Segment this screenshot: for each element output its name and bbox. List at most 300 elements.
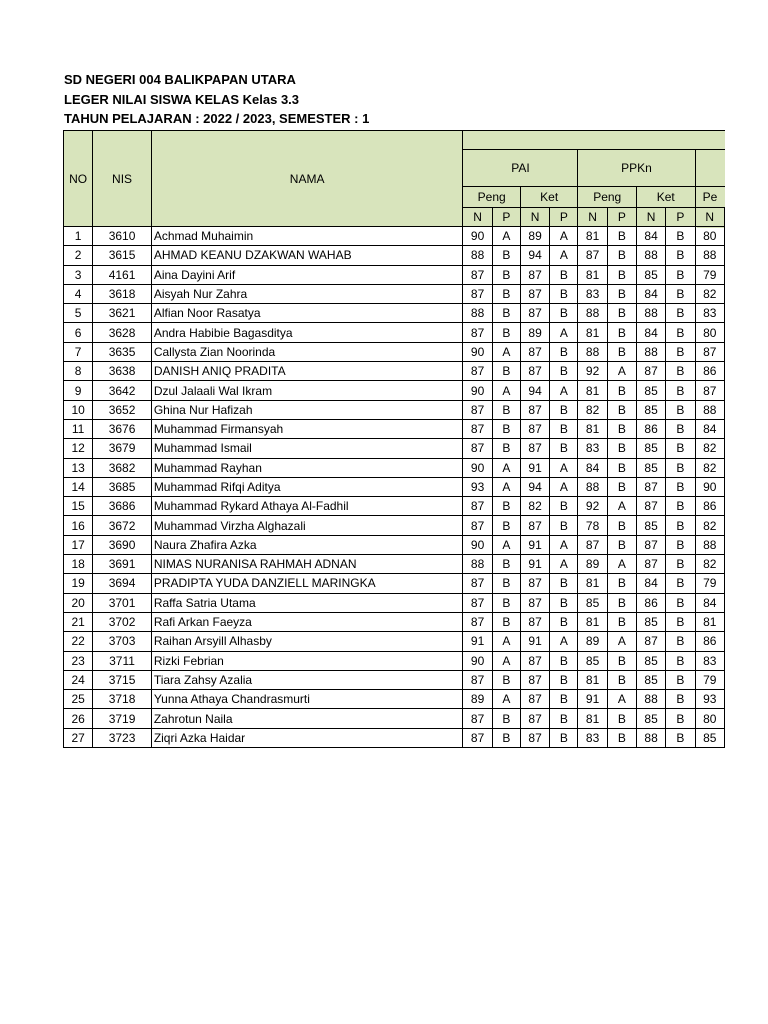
cell-ppkn-peng-p: B bbox=[607, 227, 636, 246]
cell-pai-ket-n: 87 bbox=[520, 574, 549, 593]
cell-nis: 3638 bbox=[93, 362, 152, 381]
cell-pai-peng-p: A bbox=[492, 458, 520, 477]
header-no: NO bbox=[64, 131, 93, 227]
cell-ppkn-peng-n: 81 bbox=[578, 574, 607, 593]
cell-pai-ket-n: 87 bbox=[520, 728, 549, 747]
cell-pai-ket-p: B bbox=[550, 362, 578, 381]
cell-ppkn-peng-p: B bbox=[607, 304, 636, 323]
cell-ppkn-ket-n: 87 bbox=[636, 555, 665, 574]
cell-ppkn-peng-p: B bbox=[607, 709, 636, 728]
cell-ppkn-peng-p: B bbox=[607, 439, 636, 458]
cell-ppkn-peng-n: 81 bbox=[578, 265, 607, 284]
table-row bbox=[64, 284, 725, 303]
cell-nis: 3685 bbox=[93, 477, 152, 496]
cell-no: 23 bbox=[64, 651, 93, 670]
cell-next-n: 82 bbox=[695, 555, 725, 574]
cell-ppkn-ket-p: B bbox=[666, 323, 695, 342]
cell-ppkn-ket-n: 85 bbox=[636, 670, 665, 689]
cell-ppkn-ket-p: B bbox=[666, 342, 695, 361]
cell-pai-ket-p: A bbox=[550, 555, 578, 574]
table-row bbox=[64, 632, 725, 651]
cell-ppkn-peng-p: B bbox=[607, 265, 636, 284]
cell-ppkn-peng-p: A bbox=[607, 497, 636, 516]
cell-ppkn-ket-p: B bbox=[666, 728, 695, 747]
cell-ppkn-ket-n: 87 bbox=[636, 362, 665, 381]
cell-ppkn-peng-n: 87 bbox=[578, 535, 607, 554]
cell-ppkn-peng-n: 92 bbox=[578, 497, 607, 516]
cell-next-n: 81 bbox=[695, 612, 725, 631]
cell-ppkn-ket-p: B bbox=[666, 362, 695, 381]
cell-pai-peng-n: 88 bbox=[463, 246, 492, 265]
cell-next-n: 83 bbox=[695, 651, 725, 670]
cell-nis: 3719 bbox=[93, 709, 152, 728]
cell-next-n: 87 bbox=[695, 342, 725, 361]
cell-ppkn-peng-n: 85 bbox=[578, 593, 607, 612]
cell-next-n: 87 bbox=[695, 381, 725, 400]
cell-ppkn-ket-n: 84 bbox=[636, 323, 665, 342]
cell-nama: DANISH ANIQ PRADITA bbox=[151, 362, 463, 381]
header-n: N bbox=[695, 208, 725, 227]
cell-ppkn-peng-p: B bbox=[607, 342, 636, 361]
cell-ppkn-peng-p: A bbox=[607, 362, 636, 381]
cell-pai-peng-n: 87 bbox=[463, 670, 492, 689]
header-ppkn-peng: Peng bbox=[578, 187, 637, 208]
table-row bbox=[64, 612, 725, 631]
cell-pai-peng-n: 88 bbox=[463, 304, 492, 323]
cell-no: 15 bbox=[64, 497, 93, 516]
cell-no: 9 bbox=[64, 381, 93, 400]
cell-nis: 3718 bbox=[93, 690, 152, 709]
cell-pai-peng-n: 90 bbox=[463, 342, 492, 361]
cell-ppkn-ket-n: 88 bbox=[636, 246, 665, 265]
cell-pai-peng-p: B bbox=[492, 362, 520, 381]
cell-ppkn-peng-n: 89 bbox=[578, 555, 607, 574]
cell-ppkn-peng-p: B bbox=[607, 458, 636, 477]
cell-no: 19 bbox=[64, 574, 93, 593]
table-row bbox=[64, 593, 725, 612]
table-row bbox=[64, 516, 725, 535]
table-row bbox=[64, 419, 725, 438]
table-row bbox=[64, 670, 725, 689]
cell-nama: Rafi Arkan Faeyza bbox=[151, 612, 463, 631]
cell-next-n: 82 bbox=[695, 284, 725, 303]
cell-ppkn-ket-p: B bbox=[666, 651, 695, 670]
cell-pai-ket-p: A bbox=[550, 323, 578, 342]
cell-ppkn-peng-p: A bbox=[607, 632, 636, 651]
cell-next-n: 84 bbox=[695, 593, 725, 612]
cell-pai-ket-n: 87 bbox=[520, 342, 549, 361]
cell-ppkn-peng-n: 85 bbox=[578, 651, 607, 670]
cell-pai-ket-n: 82 bbox=[520, 497, 549, 516]
header-n: N bbox=[463, 208, 492, 227]
cell-no: 1 bbox=[64, 227, 93, 246]
cell-ppkn-ket-n: 85 bbox=[636, 439, 665, 458]
cell-next-n: 86 bbox=[695, 362, 725, 381]
cell-pai-peng-p: A bbox=[492, 632, 520, 651]
cell-pai-peng-n: 87 bbox=[463, 439, 492, 458]
cell-nis: 3642 bbox=[93, 381, 152, 400]
cell-nama: AHMAD KEANU DZAKWAN WAHAB bbox=[151, 246, 463, 265]
table-row bbox=[64, 246, 725, 265]
cell-pai-peng-p: A bbox=[492, 381, 520, 400]
cell-nama: Raihan Arsyill Alhasby bbox=[151, 632, 463, 651]
table-row bbox=[64, 381, 725, 400]
cell-pai-peng-p: B bbox=[492, 728, 520, 747]
cell-pai-peng-n: 89 bbox=[463, 690, 492, 709]
cell-next-n: 83 bbox=[695, 304, 725, 323]
cell-nama: Zahrotun Naila bbox=[151, 709, 463, 728]
cell-nama: Naura Zhafira Azka bbox=[151, 535, 463, 554]
cell-ppkn-ket-p: B bbox=[666, 709, 695, 728]
cell-ppkn-ket-p: B bbox=[666, 265, 695, 284]
cell-pai-peng-n: 90 bbox=[463, 651, 492, 670]
cell-ppkn-peng-p: B bbox=[607, 612, 636, 631]
cell-nis: 3676 bbox=[93, 419, 152, 438]
cell-nama: Aisyah Nur Zahra bbox=[151, 284, 463, 303]
table-row bbox=[64, 574, 725, 593]
cell-nis: 3723 bbox=[93, 728, 152, 747]
cell-pai-peng-p: B bbox=[492, 709, 520, 728]
cell-ppkn-peng-n: 92 bbox=[578, 362, 607, 381]
cell-pai-peng-p: B bbox=[492, 400, 520, 419]
cell-ppkn-peng-p: B bbox=[607, 670, 636, 689]
cell-pai-peng-p: B bbox=[492, 284, 520, 303]
cell-pai-peng-p: B bbox=[492, 439, 520, 458]
cell-pai-peng-p: B bbox=[492, 555, 520, 574]
cell-ppkn-ket-p: B bbox=[666, 400, 695, 419]
cell-pai-ket-n: 91 bbox=[520, 632, 549, 651]
cell-ppkn-peng-p: B bbox=[607, 728, 636, 747]
cell-pai-ket-n: 94 bbox=[520, 477, 549, 496]
cell-pai-peng-n: 87 bbox=[463, 516, 492, 535]
header-subject-ppkn: PPKn bbox=[578, 150, 695, 187]
cell-ppkn-ket-n: 84 bbox=[636, 574, 665, 593]
cell-pai-ket-n: 89 bbox=[520, 323, 549, 342]
cell-pai-ket-n: 91 bbox=[520, 535, 549, 554]
table-row bbox=[64, 227, 725, 246]
cell-nis: 3652 bbox=[93, 400, 152, 419]
cell-next-n: 79 bbox=[695, 574, 725, 593]
cell-pai-ket-p: B bbox=[550, 612, 578, 631]
cell-pai-peng-n: 87 bbox=[463, 497, 492, 516]
cell-pai-ket-p: B bbox=[550, 728, 578, 747]
cell-nis: 3701 bbox=[93, 593, 152, 612]
cell-pai-ket-n: 87 bbox=[520, 612, 549, 631]
cell-ppkn-ket-n: 84 bbox=[636, 227, 665, 246]
cell-pai-ket-p: A bbox=[550, 477, 578, 496]
year-semester-title: TAHUN PELAJARAN : 2022 / 2023, SEMESTER : 1 bbox=[64, 111, 370, 126]
cell-ppkn-ket-n: 85 bbox=[636, 709, 665, 728]
cell-pai-ket-p: B bbox=[550, 690, 578, 709]
cell-next-n: 88 bbox=[695, 246, 725, 265]
cell-pai-ket-n: 87 bbox=[520, 265, 549, 284]
cell-no: 20 bbox=[64, 593, 93, 612]
cell-pai-ket-p: B bbox=[550, 651, 578, 670]
cell-ppkn-ket-p: B bbox=[666, 419, 695, 438]
cell-pai-ket-n: 87 bbox=[520, 304, 549, 323]
cell-nama: Muhammad Virzha Alghazali bbox=[151, 516, 463, 535]
table-body bbox=[64, 227, 725, 748]
cell-ppkn-peng-n: 78 bbox=[578, 516, 607, 535]
cell-ppkn-peng-p: B bbox=[607, 246, 636, 265]
school-title: SD NEGERI 004 BALIKPAPAN UTARA bbox=[64, 72, 296, 87]
cell-pai-ket-p: B bbox=[550, 304, 578, 323]
cell-pai-peng-n: 87 bbox=[463, 574, 492, 593]
cell-ppkn-ket-p: B bbox=[666, 497, 695, 516]
cell-next-n: 79 bbox=[695, 670, 725, 689]
cell-pai-ket-n: 91 bbox=[520, 555, 549, 574]
cell-ppkn-ket-n: 88 bbox=[636, 690, 665, 709]
cell-nama: Callysta Zian Noorinda bbox=[151, 342, 463, 361]
cell-no: 3 bbox=[64, 265, 93, 284]
cell-ppkn-ket-p: B bbox=[666, 246, 695, 265]
cell-next-n: 80 bbox=[695, 323, 725, 342]
cell-pai-peng-p: B bbox=[492, 246, 520, 265]
cell-ppkn-peng-n: 81 bbox=[578, 381, 607, 400]
cell-pai-peng-n: 87 bbox=[463, 323, 492, 342]
cell-ppkn-ket-p: B bbox=[666, 458, 695, 477]
cell-nis: 3618 bbox=[93, 284, 152, 303]
cell-ppkn-peng-p: A bbox=[607, 555, 636, 574]
document-titles bbox=[64, 70, 369, 129]
cell-pai-peng-n: 87 bbox=[463, 362, 492, 381]
cell-pai-peng-p: A bbox=[492, 535, 520, 554]
cell-ppkn-peng-n: 89 bbox=[578, 632, 607, 651]
cell-pai-ket-p: B bbox=[550, 265, 578, 284]
cell-ppkn-ket-p: B bbox=[666, 284, 695, 303]
cell-ppkn-peng-p: A bbox=[607, 690, 636, 709]
cell-no: 17 bbox=[64, 535, 93, 554]
table-row bbox=[64, 651, 725, 670]
cell-next-n: 90 bbox=[695, 477, 725, 496]
table-header bbox=[64, 131, 725, 227]
cell-no: 18 bbox=[64, 555, 93, 574]
cell-ppkn-peng-n: 88 bbox=[578, 304, 607, 323]
cell-no: 10 bbox=[64, 400, 93, 419]
cell-pai-peng-p: A bbox=[492, 477, 520, 496]
cell-pai-ket-p: B bbox=[550, 709, 578, 728]
cell-no: 16 bbox=[64, 516, 93, 535]
cell-nis: 3615 bbox=[93, 246, 152, 265]
table-row bbox=[64, 400, 725, 419]
table-row bbox=[64, 555, 725, 574]
cell-pai-peng-p: B bbox=[492, 612, 520, 631]
cell-nama: PRADIPTA YUDA DANZIELL MARINGKA bbox=[151, 574, 463, 593]
header-next-pe: Pe bbox=[695, 187, 725, 208]
cell-ppkn-ket-p: B bbox=[666, 690, 695, 709]
cell-pai-peng-p: B bbox=[492, 516, 520, 535]
cell-pai-peng-p: B bbox=[492, 304, 520, 323]
cell-next-n: 85 bbox=[695, 728, 725, 747]
cell-nis: 3711 bbox=[93, 651, 152, 670]
leger-title: LEGER NILAI SISWA KELAS Kelas 3.3 bbox=[64, 91, 300, 107]
cell-nama: Rizki Febrian bbox=[151, 651, 463, 670]
cell-pai-ket-p: A bbox=[550, 535, 578, 554]
cell-pai-ket-n: 87 bbox=[520, 651, 549, 670]
table-row bbox=[64, 439, 725, 458]
table-row bbox=[64, 342, 725, 361]
cell-ppkn-peng-p: B bbox=[607, 651, 636, 670]
cell-ppkn-ket-p: B bbox=[666, 612, 695, 631]
cell-nis: 3621 bbox=[93, 304, 152, 323]
cell-ppkn-peng-p: B bbox=[607, 535, 636, 554]
cell-ppkn-ket-p: B bbox=[666, 381, 695, 400]
cell-pai-ket-n: 94 bbox=[520, 381, 549, 400]
cell-pai-ket-n: 87 bbox=[520, 593, 549, 612]
cell-nis: 3679 bbox=[93, 439, 152, 458]
cell-ppkn-ket-p: B bbox=[666, 574, 695, 593]
cell-pai-peng-n: 90 bbox=[463, 227, 492, 246]
cell-nama: Muhammad Rayhan bbox=[151, 458, 463, 477]
cell-nama: Aina Dayini Arif bbox=[151, 265, 463, 284]
cell-pai-peng-p: B bbox=[492, 323, 520, 342]
cell-ppkn-ket-n: 87 bbox=[636, 632, 665, 651]
header-p: P bbox=[550, 208, 578, 227]
cell-ppkn-ket-p: B bbox=[666, 516, 695, 535]
cell-pai-peng-n: 88 bbox=[463, 555, 492, 574]
cell-no: 5 bbox=[64, 304, 93, 323]
cell-nis: 3682 bbox=[93, 458, 152, 477]
cell-ppkn-ket-n: 85 bbox=[636, 381, 665, 400]
cell-ppkn-peng-p: B bbox=[607, 419, 636, 438]
cell-pai-ket-n: 87 bbox=[520, 690, 549, 709]
cell-ppkn-ket-n: 88 bbox=[636, 304, 665, 323]
cell-pai-ket-p: B bbox=[550, 593, 578, 612]
cell-nama: NIMAS NURANISA RAHMAH ADNAN bbox=[151, 555, 463, 574]
cell-next-n: 82 bbox=[695, 458, 725, 477]
cell-pai-ket-n: 87 bbox=[520, 516, 549, 535]
cell-ppkn-ket-p: B bbox=[666, 227, 695, 246]
cell-next-n: 88 bbox=[695, 535, 725, 554]
cell-no: 8 bbox=[64, 362, 93, 381]
cell-ppkn-ket-n: 87 bbox=[636, 477, 665, 496]
cell-ppkn-peng-n: 82 bbox=[578, 400, 607, 419]
header-nis: NIS bbox=[93, 131, 152, 227]
cell-pai-peng-n: 91 bbox=[463, 632, 492, 651]
table-row bbox=[64, 497, 725, 516]
cell-no: 27 bbox=[64, 728, 93, 747]
cell-pai-peng-p: B bbox=[492, 419, 520, 438]
cell-ppkn-ket-p: B bbox=[666, 632, 695, 651]
cell-no: 13 bbox=[64, 458, 93, 477]
cell-pai-peng-n: 87 bbox=[463, 612, 492, 631]
cell-next-n: 80 bbox=[695, 709, 725, 728]
cell-nama: Yunna Athaya Chandrasmurti bbox=[151, 690, 463, 709]
cell-pai-ket-p: B bbox=[550, 574, 578, 593]
cell-ppkn-peng-n: 81 bbox=[578, 670, 607, 689]
cell-ppkn-peng-n: 91 bbox=[578, 690, 607, 709]
cell-nis: 3691 bbox=[93, 555, 152, 574]
cell-ppkn-peng-p: B bbox=[607, 284, 636, 303]
table-row bbox=[64, 477, 725, 496]
cell-nama: Achmad Muhaimin bbox=[151, 227, 463, 246]
cell-nama: Tiara Zahsy Azalia bbox=[151, 670, 463, 689]
cell-ppkn-ket-n: 85 bbox=[636, 612, 665, 631]
cell-ppkn-ket-n: 84 bbox=[636, 284, 665, 303]
cell-nis: 3690 bbox=[93, 535, 152, 554]
cell-next-n: 80 bbox=[695, 227, 725, 246]
table-row bbox=[64, 535, 725, 554]
cell-pai-peng-p: A bbox=[492, 342, 520, 361]
cell-ppkn-peng-p: B bbox=[607, 516, 636, 535]
cell-ppkn-ket-n: 85 bbox=[636, 400, 665, 419]
cell-pai-peng-p: A bbox=[492, 651, 520, 670]
table-row bbox=[64, 265, 725, 284]
cell-ppkn-ket-n: 85 bbox=[636, 265, 665, 284]
cell-pai-peng-n: 87 bbox=[463, 400, 492, 419]
header-subject-next bbox=[695, 150, 725, 187]
cell-next-n: 84 bbox=[695, 419, 725, 438]
cell-pai-ket-p: B bbox=[550, 670, 578, 689]
cell-pai-ket-p: B bbox=[550, 439, 578, 458]
header-n: N bbox=[636, 208, 665, 227]
table-row bbox=[64, 458, 725, 477]
cell-pai-ket-n: 87 bbox=[520, 439, 549, 458]
cell-pai-peng-n: 87 bbox=[463, 284, 492, 303]
table-row bbox=[64, 323, 725, 342]
cell-ppkn-peng-n: 83 bbox=[578, 284, 607, 303]
cell-nis: 3703 bbox=[93, 632, 152, 651]
cell-ppkn-ket-p: B bbox=[666, 439, 695, 458]
cell-ppkn-peng-p: B bbox=[607, 323, 636, 342]
cell-nama: Muhammad Rifqi Aditya bbox=[151, 477, 463, 496]
cell-next-n: 86 bbox=[695, 632, 725, 651]
grades-table bbox=[63, 130, 725, 748]
cell-no: 12 bbox=[64, 439, 93, 458]
cell-ppkn-peng-n: 88 bbox=[578, 342, 607, 361]
table-row bbox=[64, 728, 725, 747]
cell-pai-peng-n: 90 bbox=[463, 381, 492, 400]
cell-ppkn-peng-p: B bbox=[607, 381, 636, 400]
cell-nama: Andra Habibie Bagasditya bbox=[151, 323, 463, 342]
header-group-row bbox=[463, 131, 725, 150]
cell-ppkn-ket-n: 87 bbox=[636, 535, 665, 554]
cell-pai-peng-n: 87 bbox=[463, 593, 492, 612]
cell-pai-ket-p: A bbox=[550, 632, 578, 651]
cell-pai-ket-p: B bbox=[550, 419, 578, 438]
cell-pai-peng-n: 90 bbox=[463, 535, 492, 554]
cell-ppkn-peng-n: 83 bbox=[578, 439, 607, 458]
cell-pai-ket-n: 87 bbox=[520, 670, 549, 689]
cell-next-n: 82 bbox=[695, 516, 725, 535]
cell-ppkn-ket-p: B bbox=[666, 670, 695, 689]
cell-pai-ket-n: 87 bbox=[520, 284, 549, 303]
cell-pai-ket-n: 87 bbox=[520, 400, 549, 419]
cell-ppkn-ket-n: 88 bbox=[636, 342, 665, 361]
cell-no: 26 bbox=[64, 709, 93, 728]
cell-ppkn-peng-n: 81 bbox=[578, 612, 607, 631]
cell-pai-peng-p: B bbox=[492, 670, 520, 689]
cell-pai-peng-n: 87 bbox=[463, 419, 492, 438]
header-nama: NAMA bbox=[151, 131, 463, 227]
cell-ppkn-peng-n: 81 bbox=[578, 419, 607, 438]
header-p: P bbox=[607, 208, 636, 227]
cell-ppkn-ket-n: 86 bbox=[636, 593, 665, 612]
header-subject-pai: PAI bbox=[463, 150, 578, 187]
cell-ppkn-peng-n: 87 bbox=[578, 246, 607, 265]
cell-nis: 3702 bbox=[93, 612, 152, 631]
table-row bbox=[64, 362, 725, 381]
cell-ppkn-ket-n: 85 bbox=[636, 651, 665, 670]
cell-ppkn-ket-p: B bbox=[666, 535, 695, 554]
header-n: N bbox=[520, 208, 549, 227]
cell-pai-ket-p: A bbox=[550, 458, 578, 477]
cell-ppkn-ket-p: B bbox=[666, 304, 695, 323]
cell-pai-ket-p: B bbox=[550, 400, 578, 419]
cell-nama: Ziqri Azka Haidar bbox=[151, 728, 463, 747]
cell-nama: Muhammad Rykard Athaya Al-Fadhil bbox=[151, 497, 463, 516]
cell-next-n: 86 bbox=[695, 497, 725, 516]
